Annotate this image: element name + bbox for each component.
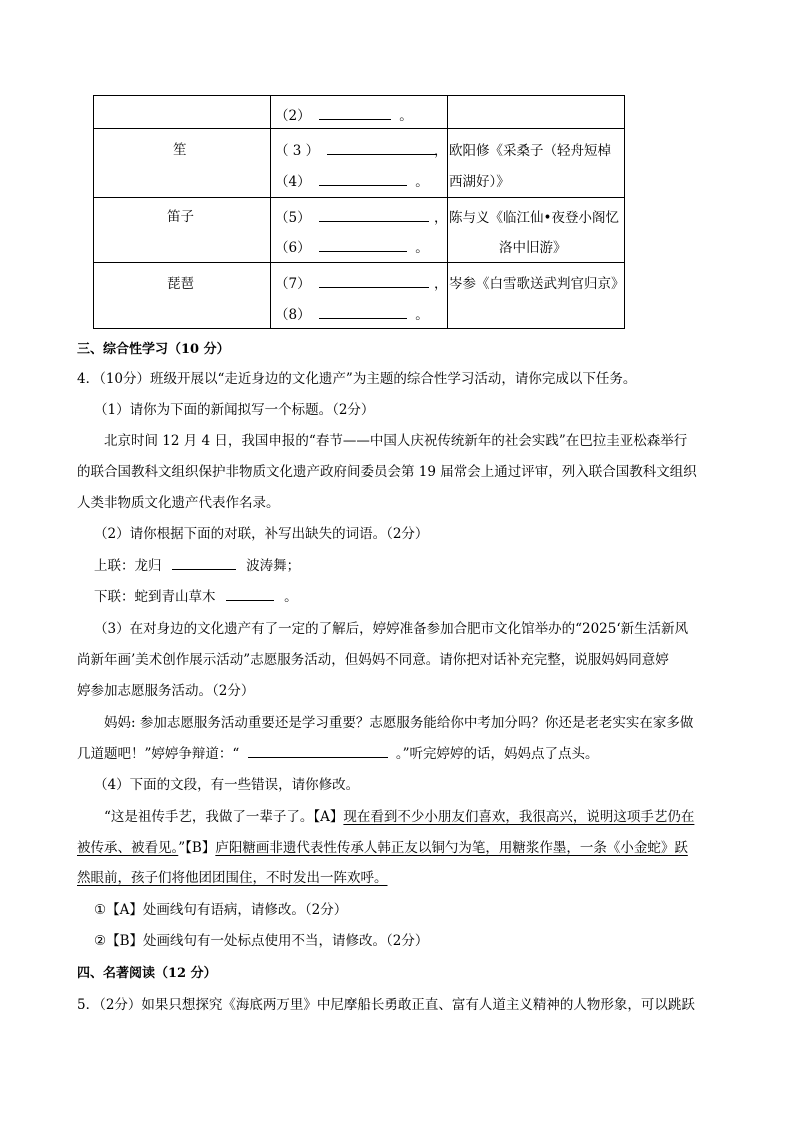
- couplet-text: 下联：蛇到青山草木: [94, 589, 216, 605]
- news-line: 的联合国教科文组织保护非物质文化遗产政府间委员会第 19 届常会上通过评审，列入联合国教科文组织: [77, 464, 697, 480]
- poem-source: 西湖好）》: [449, 174, 510, 190]
- dialog-line: 妈妈: 参加志愿服务活动重要还是学习重要？志愿服务能给你中考加分吗？你还是老老实实在家多做: [104, 715, 694, 731]
- line-number: （7）: [275, 276, 311, 292]
- table-border: [93, 328, 625, 329]
- answer-blank[interactable]: [319, 173, 407, 186]
- line-number: （6）: [275, 240, 311, 256]
- section-heading: 四、名著阅读（12 分）: [77, 966, 217, 981]
- passage-text: ”【B】: [178, 840, 216, 856]
- poem-source: 欧阳修《采桑子（轻舟短棹: [449, 143, 611, 159]
- passage-text: “这是祖传手艺，我做了一辈子了。【A】: [104, 809, 344, 825]
- couplet-lower: [94, 585, 298, 605]
- table-row: [275, 104, 413, 124]
- answer-blank[interactable]: [327, 142, 437, 155]
- line-number: （ 3 ）: [275, 143, 320, 159]
- line-number: （5）: [275, 210, 311, 226]
- instrument-name: 琵琶: [167, 276, 194, 292]
- passage-line: [104, 805, 694, 825]
- question-5: 5．（2分）如果只想探究《海底两万里》中尼摩船长勇敢正直、富有人道主义精神的人物形象，可以跳跃: [77, 997, 695, 1013]
- table-border: [93, 128, 625, 129]
- answer-blank[interactable]: [319, 306, 407, 319]
- table-border: [270, 95, 271, 329]
- answer-blank[interactable]: [319, 107, 391, 120]
- underlined-sentence-b: 然眼前，孩子们将他团团围住，不时发出一阵欢呼。: [77, 870, 388, 886]
- question-4-4: （4）下面的文段，有一些错误，请你修改。: [94, 777, 360, 793]
- table-border: [624, 95, 625, 329]
- table-row: [275, 206, 429, 226]
- table-row: [275, 236, 429, 256]
- instrument-name: 笛子: [167, 209, 194, 225]
- couplet-text: 波涛舞；: [246, 558, 301, 574]
- table-row: [275, 139, 437, 159]
- couplet-text: 。: [284, 589, 298, 605]
- line-number: （8）: [275, 307, 311, 323]
- line-end-punct: 。: [415, 240, 429, 256]
- question-4-3: （3）在对身边的文化遗产有了一定的了解后，婷婷准备参加合肥市文化馆举办的“2025‘新生活新风: [94, 621, 689, 637]
- table-border: [93, 262, 625, 263]
- line-end-punct: 。: [399, 108, 413, 124]
- line-end-punct: ，: [434, 210, 448, 226]
- line-end-punct: ，: [434, 276, 448, 292]
- table-border: [93, 95, 94, 329]
- table-border: [93, 95, 625, 96]
- answer-blank[interactable]: [319, 239, 407, 252]
- passage-line: [77, 836, 688, 856]
- question-4-3: 婷参加志愿服务活动。（2分）: [77, 683, 255, 699]
- underlined-sentence-b: 庐阳糖画非遗代表性传承人韩正友以铜勺为笔，用糖浆作墨，一条《小金蛇》跃: [215, 840, 688, 856]
- section-heading: 三、综合性学习（10 分）: [77, 342, 230, 357]
- answer-blank[interactable]: [172, 557, 236, 570]
- line-end-punct: 。: [415, 307, 429, 323]
- line-end-punct: ，: [434, 143, 448, 159]
- dialog-text: 。”听完婷婷的话，妈妈点了点头。: [395, 746, 599, 762]
- line-end-punct: 。: [415, 174, 429, 190]
- couplet-text: 上联：龙归: [94, 558, 162, 574]
- dialog-line: [77, 742, 599, 762]
- underlined-sentence-a: 现在看到不少小朋友们喜欢，我很高兴，说明这项手艺仍在: [343, 809, 695, 825]
- poem-source: 陈与义《临江仙•夜登小阁忆: [449, 210, 619, 226]
- answer-blank[interactable]: [319, 275, 429, 288]
- question-4-intro: 4．（10分）班级开展以“走近身边的文化遗产”为主题的综合性学习活动，请你完成以下任务。: [77, 371, 637, 387]
- poem-source: 岑参《白雪歌送武判官归京》: [449, 276, 625, 292]
- line-number: （2）: [275, 108, 311, 124]
- poetry-table: [93, 95, 625, 329]
- couplet-upper: [94, 554, 300, 574]
- table-row: [275, 170, 429, 190]
- line-number: （4）: [275, 174, 311, 190]
- answer-blank[interactable]: [248, 745, 388, 758]
- table-row: [275, 272, 429, 292]
- instrument-name: 笙: [173, 142, 187, 158]
- table-row: [275, 303, 429, 323]
- answer-blank[interactable]: [226, 588, 274, 601]
- news-line: 北京时间 12 月 4 日，我国申报的“春节——中国人庆祝传统新年的社会实践”在巴拉圭亚松森举行: [104, 433, 688, 449]
- question-4-2: （2）请你根据下面的对联，补写出缺失的词语。（2分）: [94, 526, 429, 542]
- sub-question-1: ①【A】处画线句有语病，请修改。（2分）: [94, 902, 348, 918]
- question-4-3: 尚新年画’美术创作展示活动”志愿服务活动，但妈妈不同意。请你把对话补充完整，说服妈妈同意婷: [77, 652, 669, 668]
- sub-question-2: ②【B】处画线句有一处标点使用不当，请修改。（2分）: [94, 933, 429, 949]
- table-border: [93, 197, 625, 198]
- dialog-text: 几道题吧！”婷婷争辩道：“: [77, 746, 240, 762]
- question-4-1: （1）请你为下面的新闻拟写一个标题。（2分）: [94, 402, 375, 418]
- news-line: 人类非物质文化遗产代表作名录。: [77, 495, 280, 511]
- poem-source: 洛中旧游》: [499, 240, 567, 256]
- underlined-sentence-a: 被传承、被看见。: [77, 840, 179, 856]
- answer-blank[interactable]: [319, 209, 429, 222]
